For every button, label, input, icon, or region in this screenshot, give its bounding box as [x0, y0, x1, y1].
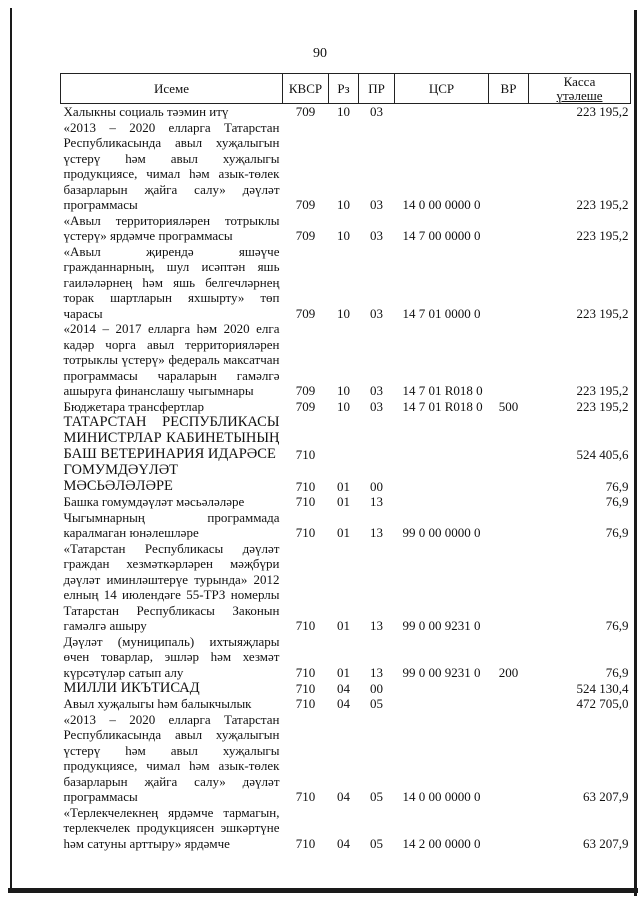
table-row — [61, 680, 631, 696]
row-name: МИЛЛИ ИКЪТИСАД — [63, 680, 200, 696]
header-vr: ВР — [489, 74, 529, 104]
row-csr — [395, 462, 489, 494]
row-csr: 99 0 00 9231 0 — [402, 618, 481, 633]
table-row — [61, 494, 631, 510]
row-rz: 10 — [337, 305, 350, 321]
row-vr: 200 — [498, 664, 519, 680]
row-name: Халыкны социаль тәэмин итү — [63, 104, 229, 119]
header-csr: ЦСР — [395, 74, 489, 104]
row-rz: 10 — [337, 104, 350, 119]
header-kassa — [529, 74, 631, 104]
row-amount: 76,9 — [605, 494, 629, 509]
table-row — [61, 541, 631, 634]
row-vr: 500 — [498, 398, 519, 414]
row-csr: 99 0 00 9231 0 — [402, 664, 481, 680]
row-vr — [489, 494, 529, 510]
table-row — [61, 244, 631, 322]
table-row — [61, 462, 631, 494]
row-csr: 99 0 00 0000 0 — [402, 525, 481, 540]
row-vr — [489, 213, 529, 244]
row-rz: 10 — [337, 398, 350, 414]
row-pr — [359, 414, 395, 462]
row-pr: 13 — [370, 664, 383, 680]
row-name: Дәүләт (муниципаль) ихтыяҗлары өчен товарлар, эшләр һәм хезмәт күрсәтүләр сатып алу — [63, 633, 280, 680]
row-pr: 05 — [370, 789, 383, 804]
row-amount: 63 207,9 — [583, 789, 629, 804]
row-kvsr: 710 — [295, 478, 316, 494]
row-pr: 03 — [370, 398, 383, 414]
row-kvsr: 709 — [295, 104, 316, 119]
row-pr: 05 — [370, 835, 383, 851]
row-csr: 14 7 01 0000 0 — [402, 305, 481, 321]
row-name: «2013 – 2020 елларга Татарстан Республикасында авыл хуҗалыгын үстерү һәм авыл хуҗалыгы продукциясе, чимал һәм азык-төлек базарларын җайга салу» дәүләт программасы — [63, 119, 280, 212]
row-vr — [489, 120, 529, 213]
row-csr: 14 7 01 R018 0 — [402, 383, 483, 398]
row-rz: 01 — [337, 494, 350, 509]
row-name: ГОМУМДӘҮЛӘТ МӘСЬӘЛӘЛӘРЕ — [63, 462, 179, 494]
row-rz: 10 — [337, 383, 350, 398]
row-rz — [329, 414, 359, 462]
scan-edge-left — [10, 8, 12, 888]
row-rz: 04 — [337, 696, 350, 711]
header-name: Исеме — [61, 74, 283, 104]
row-csr — [395, 494, 489, 510]
row-name: «Татарстан Республикасы дәүләт граждан хезмәткәрләрен мәҗбүри дәүләт иминләштерүе турында» 2012 елның 14 июлендәге 55-ТРЗ номерлы Татарстан Республикасы Законын гамәлгә ашыру — [63, 540, 280, 633]
row-name: Авыл хуҗалыгы һәм балыкчылык — [63, 696, 252, 711]
row-kvsr: 710 — [295, 680, 316, 696]
table-row — [61, 399, 631, 415]
row-rz: 01 — [337, 478, 350, 494]
row-kvsr: 709 — [295, 398, 316, 414]
row-kvsr: 710 — [295, 664, 316, 680]
row-csr: 14 2 00 0000 0 — [402, 835, 481, 851]
row-vr — [489, 414, 529, 462]
row-name: «2014 – 2017 елларга һәм 2020 елга кадәр чорга авыл территорияләрен тотрыклы үстерү» федераль максатчан программасы чараларын гамәлгә ашыруга финанслашу чыгымнары — [63, 321, 280, 398]
row-vr — [489, 462, 529, 494]
row-name: Башка гомумдәүләт мәсьәләләре — [63, 494, 245, 509]
page-number: 90 — [313, 46, 327, 61]
row-csr — [395, 680, 489, 696]
header-kvsr: КВСР — [283, 74, 329, 104]
row-kvsr: 710 — [295, 835, 316, 851]
row-name: Чыгымнарның программада каралмаган юнәлешләре — [63, 509, 280, 540]
scan-edge-bottom — [8, 888, 638, 893]
row-pr: 03 — [370, 383, 383, 398]
row-amount: 524 130,4 — [576, 680, 629, 696]
row-amount: 76,9 — [605, 664, 629, 680]
table-row — [61, 120, 631, 213]
row-kvsr: 709 — [295, 228, 316, 243]
row-rz: 01 — [337, 525, 350, 540]
row-name: «Авыл җирендә яшәүче гражданнарның, шул исәптән яшь гаиләләрнең һәм яшь белгечләрнең торак шартларын яхшырту» төп чарасы — [63, 243, 280, 321]
row-kvsr: 710 — [295, 789, 316, 804]
row-amount: 524 405,6 — [576, 446, 629, 462]
row-pr: 00 — [370, 680, 383, 696]
table-row — [61, 634, 631, 681]
row-pr: 03 — [370, 228, 383, 243]
row-kvsr: 709 — [295, 197, 316, 212]
row-rz: 10 — [337, 228, 350, 243]
row-vr — [489, 696, 529, 712]
table-row — [61, 712, 631, 805]
row-pr: 05 — [370, 696, 383, 711]
table-body — [61, 104, 631, 852]
row-rz: 01 — [337, 618, 350, 633]
row-pr: 03 — [370, 305, 383, 321]
row-csr — [395, 414, 489, 462]
table-row — [61, 510, 631, 541]
row-amount: 223 195,2 — [576, 305, 629, 321]
row-csr — [395, 104, 489, 120]
row-name: «Авыл территорияләрен тотрыклы үстерү» ярдәмче программасы — [63, 212, 280, 243]
row-amount: 76,9 — [605, 525, 629, 540]
row-csr: 14 7 01 R018 0 — [402, 398, 483, 414]
row-pr: 13 — [370, 525, 383, 540]
header-kassa-line1: Касса — [563, 73, 596, 89]
row-amount: 63 207,9 — [583, 835, 629, 851]
row-amount: 76,9 — [605, 618, 629, 633]
row-rz: 04 — [337, 835, 350, 851]
row-vr — [489, 541, 529, 634]
row-rz: 10 — [337, 197, 350, 212]
row-kvsr: 710 — [295, 696, 316, 711]
row-kvsr: 710 — [295, 494, 316, 509]
table-row — [61, 213, 631, 244]
row-vr — [489, 680, 529, 696]
row-pr: 13 — [370, 618, 383, 633]
row-kvsr: 710 — [295, 618, 316, 633]
row-amount: 76,9 — [605, 478, 629, 494]
row-vr — [489, 805, 529, 852]
row-amount: 223 195,2 — [576, 383, 629, 398]
row-pr: 00 — [370, 478, 383, 494]
row-csr — [395, 696, 489, 712]
row-vr — [489, 244, 529, 322]
row-amount: 223 195,2 — [576, 398, 629, 414]
table-header — [61, 74, 631, 104]
row-name: Бюджетара трансфертлар — [63, 398, 204, 414]
table-row — [61, 805, 631, 852]
scan-edge-right — [634, 10, 637, 896]
row-rz: 04 — [337, 680, 350, 696]
row-pr: 03 — [370, 197, 383, 212]
row-vr — [489, 712, 529, 805]
row-amount: 472 705,0 — [576, 696, 629, 711]
budget-table — [60, 73, 631, 851]
row-vr — [489, 104, 529, 120]
row-pr: 03 — [370, 104, 383, 119]
header-pr: ПР — [359, 74, 395, 104]
row-amount: 223 195,2 — [576, 197, 629, 212]
row-amount: 223 195,2 — [576, 104, 629, 119]
row-rz: 04 — [337, 789, 350, 804]
row-kvsr: 710 — [295, 525, 316, 540]
header-rz: Рз — [329, 74, 359, 104]
table-row — [61, 414, 631, 462]
row-vr — [489, 510, 529, 541]
row-name: ТАТАРСТАН РЕСПУБЛИКАСЫ МИНИСТРЛАР КАБИНЕТЫНЫҢ БАШ ВЕТЕРИНАРИЯ ИДАРӘСЕ — [63, 414, 280, 462]
row-kvsr: 709 — [295, 383, 316, 398]
row-vr — [489, 321, 529, 399]
row-kvsr: 710 — [295, 446, 316, 462]
row-csr: 14 0 00 0000 0 — [402, 789, 481, 804]
row-amount: 223 195,2 — [576, 228, 629, 243]
header-kassa-line2: үтәлеше — [556, 87, 603, 103]
row-pr: 13 — [370, 494, 383, 509]
row-csr: 14 0 00 0000 0 — [402, 197, 481, 212]
page-top — [0, 0, 640, 8]
row-csr: 14 7 00 0000 0 — [402, 228, 481, 243]
table-row — [61, 104, 631, 120]
row-rz: 01 — [337, 664, 350, 680]
row-name: «2013 – 2020 елларга Татарстан Республикасында авыл хуҗалыгын үстерү һәм авыл хуҗалыгы продукциясе, чимал һәм азык-төлек базарларын җайга салу» дәүләт программасы — [63, 711, 280, 804]
row-kvsr: 709 — [295, 305, 316, 321]
table-row — [61, 321, 631, 399]
row-name: «Терлекчелекнең ярдәмче тармагын, терлекчелек продукциясен эшкәртүне һәм сатуны арттыру» ярдәмче — [63, 804, 280, 851]
table-row — [61, 696, 631, 712]
